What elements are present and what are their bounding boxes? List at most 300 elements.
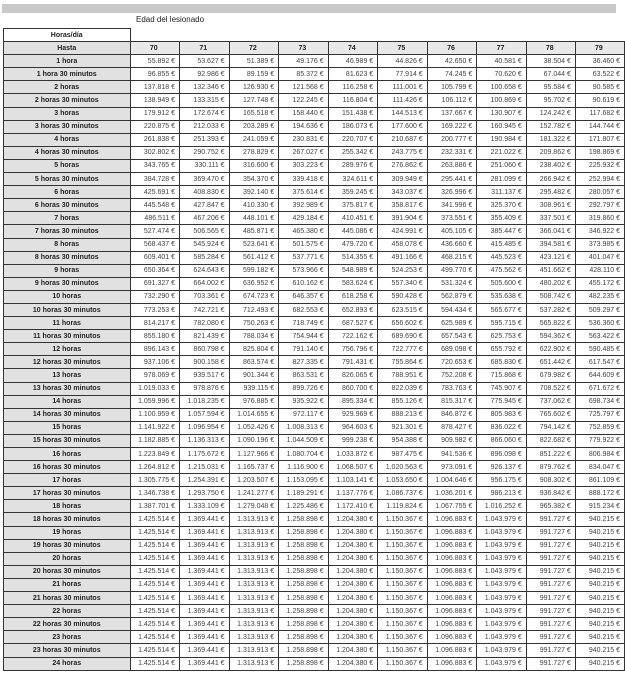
amount-cell: 127.748 € <box>229 94 279 107</box>
table-row <box>4 146 625 159</box>
amount-cell: 599.182 € <box>229 264 279 277</box>
amount-cell: 1.225.486 € <box>279 500 329 513</box>
amount-cell: 685.830 € <box>477 356 527 369</box>
row-hours-label: 17 horas 30 minutos <box>4 487 131 500</box>
amount-cell: 190.984 € <box>477 133 527 146</box>
amount-cell: 1.204.380 € <box>328 657 378 670</box>
amount-cell: 415.485 € <box>477 238 527 251</box>
amount-cell: 825.804 € <box>229 343 279 356</box>
amount-cell: 773.253 € <box>130 303 180 316</box>
table-row <box>4 434 625 447</box>
amount-cell: 1.182.885 € <box>130 434 180 447</box>
amount-cell: 908.302 € <box>526 474 575 487</box>
amount-cell: 49.176 € <box>279 55 329 68</box>
amount-cell: 756.796 € <box>328 343 378 356</box>
amount-cell: 1.369.441 € <box>180 539 230 552</box>
amount-cell: 1.043.979 € <box>477 565 527 578</box>
amount-cell: 936.842 € <box>526 487 575 500</box>
amount-cell: 158.440 € <box>279 107 329 120</box>
amount-cell: 1.369.441 € <box>180 592 230 605</box>
amount-cell: 55.892 € <box>130 55 180 68</box>
amount-cell: 595.715 € <box>477 317 527 330</box>
amount-cell: 860.798 € <box>180 343 230 356</box>
amount-cell: 100.869 € <box>477 94 527 107</box>
amount-cell: 909.982 € <box>427 434 477 447</box>
amount-cell: 90.619 € <box>575 94 624 107</box>
age-header-row <box>4 42 625 55</box>
amount-cell: 687.527 € <box>328 317 378 330</box>
table-row <box>4 448 625 461</box>
amount-cell: 940.215 € <box>575 552 624 565</box>
amount-cell: 1.258.898 € <box>279 631 329 644</box>
amount-cell: 1.137.776 € <box>328 487 378 500</box>
amount-cell: 384.728 € <box>130 173 180 186</box>
amount-cell: 1.096.883 € <box>427 539 477 552</box>
amount-cell: 1.313.913 € <box>229 552 279 565</box>
amount-cell: 1.096.883 € <box>427 592 477 605</box>
amount-cell: 122.245 € <box>279 94 329 107</box>
amount-cell: 1.241.277 € <box>229 487 279 500</box>
amount-cell: 1.096.883 € <box>427 657 477 670</box>
amount-cell: 508.742 € <box>526 290 575 303</box>
amount-cell: 821.439 € <box>180 330 230 343</box>
amount-cell: 929.969 € <box>328 408 378 421</box>
row-hours-label: 23 horas 30 minutos <box>4 644 131 657</box>
amount-cell: 1.425.514 € <box>130 657 180 670</box>
amount-cell: 1.204.380 € <box>328 539 378 552</box>
amount-cell: 991.727 € <box>526 657 575 670</box>
amount-cell: 1.136.313 € <box>180 434 230 447</box>
amount-cell: 791.140 € <box>279 343 329 356</box>
amount-cell: 36.460 € <box>575 55 624 68</box>
amount-cell: 1.150.367 € <box>378 618 428 631</box>
amount-cell: 1.258.898 € <box>279 513 329 526</box>
amount-cell: 144.744 € <box>575 120 624 133</box>
amount-cell: 124.242 € <box>526 107 575 120</box>
row-hours-label: 10 horas 30 minutos <box>4 303 131 316</box>
amount-cell: 485.871 € <box>229 225 279 238</box>
amount-cell: 267.027 € <box>279 146 329 159</box>
amount-cell: 1.369.441 € <box>180 605 230 618</box>
amount-cell: 1.016.252 € <box>477 500 527 513</box>
amount-cell: 1.258.898 € <box>279 526 329 539</box>
amount-cell: 445.086 € <box>328 225 378 238</box>
amount-cell: 722.777 € <box>378 343 428 356</box>
amount-cell: 499.770 € <box>427 264 477 277</box>
amount-cell: 750.263 € <box>229 317 279 330</box>
amount-cell: 585.284 € <box>180 251 230 264</box>
amount-cell: 1.425.514 € <box>130 618 180 631</box>
table-row <box>4 94 625 107</box>
amount-cell: 278.829 € <box>229 146 279 159</box>
table-row <box>4 539 625 552</box>
row-hours-label: 11 horas <box>4 317 131 330</box>
amount-cell: 1.014.655 € <box>229 408 279 421</box>
amount-cell: 1.103.141 € <box>328 474 378 487</box>
row-hours-label: 22 horas <box>4 605 131 618</box>
row-hours-label: 13 horas 30 minutos <box>4 382 131 395</box>
amount-cell: 177.600 € <box>378 120 428 133</box>
amount-cell: 655.792 € <box>477 343 527 356</box>
amount-cell: 501.575 € <box>279 238 329 251</box>
amount-cell: 137.667 € <box>427 107 477 120</box>
amount-cell: 548.989 € <box>328 264 378 277</box>
amount-cell: 151.438 € <box>328 107 378 120</box>
table-row <box>4 330 625 343</box>
amount-cell: 358.817 € <box>378 199 428 212</box>
amount-cell: 708.522 € <box>526 382 575 395</box>
amount-cell: 375.614 € <box>279 186 329 199</box>
amount-cell: 1.043.979 € <box>477 592 527 605</box>
table-row <box>4 461 625 474</box>
amount-cell: 252.994 € <box>575 173 624 186</box>
amount-cell: 783.763 € <box>427 382 477 395</box>
amount-cell: 896.143 € <box>130 343 180 356</box>
amount-cell: 940.215 € <box>575 644 624 657</box>
age-column-header: 70 <box>130 42 180 55</box>
table-row <box>4 303 625 316</box>
amount-cell: 212.033 € <box>180 120 230 133</box>
amount-cell: 1.096.883 € <box>427 552 477 565</box>
amount-cell: 1.369.441 € <box>180 618 230 631</box>
row-hours-label: 6 horas 30 minutos <box>4 199 131 212</box>
amount-cell: 568.437 € <box>130 238 180 251</box>
amount-cell: 451.662 € <box>526 264 575 277</box>
amount-cell: 1.425.514 € <box>130 644 180 657</box>
amount-cell: 1.090.196 € <box>229 434 279 447</box>
amount-cell: 1.150.367 € <box>378 578 428 591</box>
amount-cell: 405.105 € <box>427 225 477 238</box>
amount-cell: 429.184 € <box>279 212 329 225</box>
amount-cell: 1.425.514 € <box>130 631 180 644</box>
amount-cell: 1.172.410 € <box>328 500 378 513</box>
amount-cell: 179.912 € <box>130 107 180 120</box>
amount-cell: 1.052.426 € <box>229 421 279 434</box>
amount-cell: 742.721 € <box>180 303 230 316</box>
amount-cell: 1.204.380 € <box>328 592 378 605</box>
amount-cell: 482.235 € <box>575 290 624 303</box>
amount-cell: 682.553 € <box>279 303 329 316</box>
amount-cell: 1.150.367 € <box>378 644 428 657</box>
amount-cell: 978.069 € <box>130 369 180 382</box>
amount-cell: 1.086.737 € <box>378 487 428 500</box>
amount-cell: 276.862 € <box>378 159 428 172</box>
amount-cell: 137.818 € <box>130 81 180 94</box>
amount-cell: 1.369.441 € <box>180 552 230 565</box>
amount-cell: 116.804 € <box>328 94 378 107</box>
amount-cell: 623.515 € <box>378 303 428 316</box>
amount-cell: 448.101 € <box>229 212 279 225</box>
amount-cell: 1.279.048 € <box>229 500 279 513</box>
amount-cell: 926.137 € <box>477 461 527 474</box>
amount-cell: 100.658 € <box>477 81 527 94</box>
amount-cell: 664.002 € <box>180 277 230 290</box>
amount-cell: 937.106 € <box>130 356 180 369</box>
amount-cell: 940.215 € <box>575 526 624 539</box>
amount-cell: 392.989 € <box>279 199 329 212</box>
amount-cell: 836.022 € <box>477 421 527 434</box>
amount-cell: 752.208 € <box>427 369 477 382</box>
amount-cell: 90.585 € <box>575 81 624 94</box>
amount-cell: 1.258.898 € <box>279 552 329 565</box>
amount-cell: 718.749 € <box>279 317 329 330</box>
amount-cell: 1.150.367 € <box>378 539 428 552</box>
amount-cell: 445.548 € <box>130 199 180 212</box>
amount-cell: 879.762 € <box>526 461 575 474</box>
row-hours-label: 5 horas <box>4 159 131 172</box>
amount-cell: 445.523 € <box>477 251 527 264</box>
amount-cell: 410.451 € <box>328 212 378 225</box>
amount-cell: 465.380 € <box>279 225 329 238</box>
amount-cell: 1.313.913 € <box>229 578 279 591</box>
amount-cell: 1.008.313 € <box>279 421 329 434</box>
amount-cell: 401.047 € <box>575 251 624 264</box>
amount-cell: 1.333.109 € <box>180 500 230 513</box>
table-row <box>4 251 625 264</box>
table-row <box>4 225 625 238</box>
amount-cell: 1.258.898 € <box>279 657 329 670</box>
amount-cell: 720.653 € <box>427 356 477 369</box>
amount-cell: 901.344 € <box>229 369 279 382</box>
amount-cell: 788.951 € <box>378 369 428 382</box>
amount-cell: 220.707 € <box>328 133 378 146</box>
amount-cell: 77.914 € <box>378 68 428 81</box>
row-hours-label: 9 horas 30 minutos <box>4 277 131 290</box>
amount-cell: 1.067.755 € <box>427 500 477 513</box>
amount-cell: 1.175.672 € <box>180 448 230 461</box>
row-hours-label: 19 horas 30 minutos <box>4 539 131 552</box>
amount-cell: 765.602 € <box>526 408 575 421</box>
amount-cell: 486.511 € <box>130 212 180 225</box>
row-label-header: Hasta <box>4 42 131 55</box>
amount-cell: 105.799 € <box>427 81 477 94</box>
amount-cell: 1.018.235 € <box>180 395 230 408</box>
amount-cell: 303.223 € <box>279 159 329 172</box>
amount-cell: 991.727 € <box>526 526 575 539</box>
amount-cell: 1.033.872 € <box>328 448 378 461</box>
table-row <box>4 186 625 199</box>
amount-cell: 991.727 € <box>526 552 575 565</box>
table-row <box>4 107 625 120</box>
amount-cell: 935.922 € <box>279 395 329 408</box>
table-row <box>4 592 625 605</box>
row-hours-label: 2 horas <box>4 81 131 94</box>
amount-cell: 1.313.913 € <box>229 539 279 552</box>
amount-cell: 1.204.380 € <box>328 605 378 618</box>
row-hours-label: 21 horas <box>4 578 131 591</box>
amount-cell: 92.986 € <box>180 68 230 81</box>
amount-cell: 337.501 € <box>526 212 575 225</box>
amount-cell: 725.797 € <box>575 408 624 421</box>
amount-cell: 965.382 € <box>526 500 575 513</box>
amount-cell: 1.313.913 € <box>229 605 279 618</box>
amount-cell: 126.930 € <box>229 81 279 94</box>
amount-cell: 940.215 € <box>575 618 624 631</box>
amount-cell: 1.119.824 € <box>378 500 428 513</box>
amount-cell: 940.215 € <box>575 539 624 552</box>
amount-cell: 290.752 € <box>180 146 230 159</box>
amount-cell: 210.687 € <box>378 133 428 146</box>
amount-cell: 527.474 € <box>130 225 180 238</box>
amount-cell: 573.966 € <box>279 264 329 277</box>
amount-cell: 625.753 € <box>477 330 527 343</box>
table-row <box>4 133 625 146</box>
amount-cell: 341.996 € <box>427 199 477 212</box>
amount-cell: 1.369.441 € <box>180 644 230 657</box>
amount-cell: 1.043.979 € <box>477 618 527 631</box>
amount-cell: 1.100.959 € <box>130 408 180 421</box>
amount-cell: 74.245 € <box>427 68 477 81</box>
amount-cell: 302.802 € <box>130 146 180 159</box>
amount-cell: 1.150.367 € <box>378 631 428 644</box>
amount-cell: 63.522 € <box>575 68 624 81</box>
amount-cell: 563.422 € <box>575 330 624 343</box>
amount-cell: 96.855 € <box>130 68 180 81</box>
table-row <box>4 317 625 330</box>
row-hours-label: 24 horas <box>4 657 131 670</box>
amount-cell: 475.562 € <box>477 264 527 277</box>
amount-cell: 1.096.883 € <box>427 644 477 657</box>
amount-cell: 1.096.883 € <box>427 578 477 591</box>
row-hours-label: 7 horas 30 minutos <box>4 225 131 238</box>
table-row <box>4 526 625 539</box>
amount-cell: 89.159 € <box>229 68 279 81</box>
amount-cell: 1.150.367 € <box>378 565 428 578</box>
amount-cell: 51.389 € <box>229 55 279 68</box>
table-row <box>4 120 625 133</box>
amount-cell: 111.001 € <box>378 81 428 94</box>
row-hours-label: 5 horas 30 minutos <box>4 173 131 186</box>
row-hours-label: 17 horas <box>4 474 131 487</box>
amount-cell: 263.886 € <box>427 159 477 172</box>
amount-cell: 1.313.913 € <box>229 644 279 657</box>
row-hours-label: 4 horas <box>4 133 131 146</box>
amount-cell: 455.172 € <box>575 277 624 290</box>
amount-cell: 991.727 € <box>526 605 575 618</box>
amount-cell: 1.057.594 € <box>180 408 230 421</box>
row-hours-label: 3 horas 30 minutos <box>4 120 131 133</box>
amount-cell: 822.682 € <box>526 434 575 447</box>
amount-cell: 737.062 € <box>526 395 575 408</box>
amount-cell: 545.924 € <box>180 238 230 251</box>
amount-cell: 200.777 € <box>427 133 477 146</box>
amount-cell: 896.098 € <box>477 448 527 461</box>
table-row <box>4 578 625 591</box>
amount-cell: 232.331 € <box>427 146 477 159</box>
amount-cell: 308.961 € <box>526 199 575 212</box>
amount-cell: 715.868 € <box>477 369 527 382</box>
amount-cell: 1.293.750 € <box>180 487 230 500</box>
amount-cell: 410.330 € <box>229 199 279 212</box>
row-hours-label: 19 horas <box>4 526 131 539</box>
amount-cell: 1.150.367 € <box>378 552 428 565</box>
table-row <box>4 565 625 578</box>
amount-cell: 46.989 € <box>328 55 378 68</box>
amount-cell: 991.727 € <box>526 513 575 526</box>
amount-cell: 1.425.514 € <box>130 565 180 578</box>
amount-cell: 1.264.812 € <box>130 461 180 474</box>
amount-cell: 1.369.441 € <box>180 578 230 591</box>
amount-cell: 1.425.514 € <box>130 578 180 591</box>
amount-cell: 1.127.966 € <box>229 448 279 461</box>
amount-cell: 991.727 € <box>526 592 575 605</box>
amount-cell: 169.222 € <box>427 120 477 133</box>
age-column-header: 72 <box>229 42 279 55</box>
age-column-header: 77 <box>477 42 527 55</box>
amount-cell: 1.204.380 € <box>328 513 378 526</box>
amount-cell: 991.727 € <box>526 578 575 591</box>
amount-cell: 636.952 € <box>229 277 279 290</box>
row-hours-label: 18 horas <box>4 500 131 513</box>
age-column-header: 78 <box>526 42 575 55</box>
amount-cell: 160.945 € <box>477 120 527 133</box>
amount-cell: 392.140 € <box>229 186 279 199</box>
amount-cell: 295.441 € <box>427 173 477 186</box>
header-bar <box>2 4 616 13</box>
amount-cell: 537.771 € <box>279 251 329 264</box>
amount-cell: 656.602 € <box>378 317 428 330</box>
amount-cell: 343.037 € <box>378 186 428 199</box>
amount-cell: 822.039 € <box>378 382 428 395</box>
table-row <box>4 395 625 408</box>
amount-cell: 863.531 € <box>279 369 329 382</box>
amount-cell: 888.213 € <box>378 408 428 421</box>
amount-cell: 815.317 € <box>427 395 477 408</box>
amount-cell: 391.904 € <box>378 212 428 225</box>
amount-cell: 53.627 € <box>180 55 230 68</box>
amount-cell: 1.204.380 € <box>328 631 378 644</box>
amount-cell: 1.258.898 € <box>279 618 329 631</box>
amount-cell: 1.258.898 € <box>279 578 329 591</box>
table-row <box>4 81 625 94</box>
amount-cell: 1.204.380 € <box>328 565 378 578</box>
row-hours-label: 2 horas 30 minutos <box>4 94 131 107</box>
amount-cell: 1.313.913 € <box>229 657 279 670</box>
amount-cell: 940.215 € <box>575 631 624 644</box>
row-hours-label: 8 horas <box>4 238 131 251</box>
amount-cell: 752.859 € <box>575 421 624 434</box>
amount-cell: 1.059.996 € <box>130 395 180 408</box>
amount-cell: 1.369.441 € <box>180 565 230 578</box>
amount-cell: 1.053.650 € <box>378 474 428 487</box>
row-hours-label: 23 horas <box>4 631 131 644</box>
amount-cell: 1.043.979 € <box>477 605 527 618</box>
amount-cell: 261.838 € <box>130 133 180 146</box>
amount-cell: 863.574 € <box>229 356 279 369</box>
amount-cell: 1.150.367 € <box>378 526 428 539</box>
amount-cell: 458.078 € <box>378 238 428 251</box>
amount-cell: 671.672 € <box>575 382 624 395</box>
amount-cell: 1.068.507 € <box>328 461 378 474</box>
amount-cell: 535.638 € <box>477 290 527 303</box>
row-hours-label: 4 horas 30 minutos <box>4 146 131 159</box>
amount-cell: 408.830 € <box>180 186 230 199</box>
amount-cell: 509.297 € <box>575 303 624 316</box>
amount-cell: 95.584 € <box>526 81 575 94</box>
amount-cell: 755.864 € <box>378 356 428 369</box>
amount-cell: 1.080.704 € <box>279 448 329 461</box>
row-hours-label: 16 horas 30 minutos <box>4 461 131 474</box>
amount-cell: 1.313.913 € <box>229 631 279 644</box>
amount-cell: 806.984 € <box>575 448 624 461</box>
table-row <box>4 68 625 81</box>
amount-cell: 1.020.563 € <box>378 461 428 474</box>
amount-cell: 251.060 € <box>477 159 527 172</box>
amount-cell: 861.109 € <box>575 474 624 487</box>
amount-cell: 1.150.367 € <box>378 513 428 526</box>
amount-cell: 940.215 € <box>575 657 624 670</box>
table-row <box>4 605 625 618</box>
